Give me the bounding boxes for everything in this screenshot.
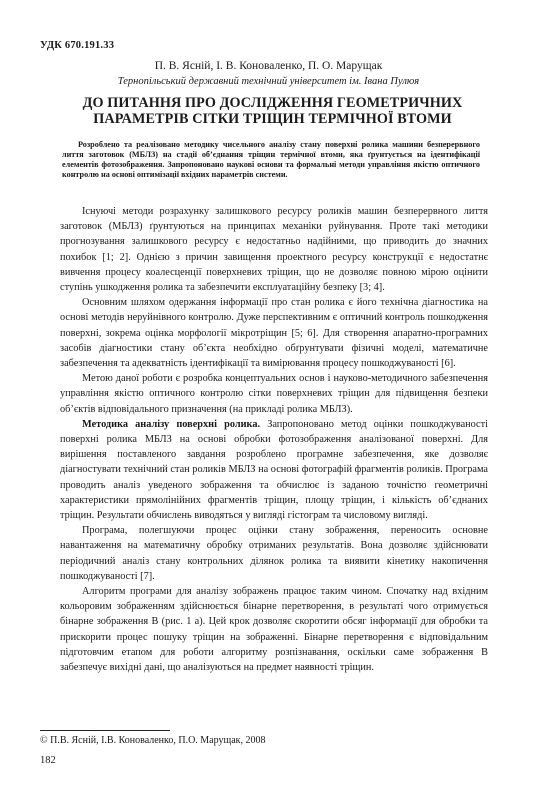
paper-title: ДО ПИТАННЯ ПРО ДОСЛІДЖЕННЯ ГЕОМЕТРИЧНИХ ПАРАМЕТРІВ СІТКИ ТРІЩИН ТЕРМІЧНОЇ ВТОМИ (82, 95, 463, 127)
paragraph-3: Метою даної роботи є розробка концептуальних основ і науково-методичного забезпечення управління якістю оптичного контролю сітки поверхневих тріщин для підвищення безпеки об’єктів відповідального призначення (на прикладі ролика МБЛЗ). (60, 373, 488, 415)
paragraph-2: Основним шляхом одержання інформації про стан ролика є його технічна діагностика на основі методів неруйнівного контролю. Дуже перспективним є оптичний контроль пошкодження поверхні, зокрема оцінка морфології мікротріщин [5; 6]. Для створення апаратно-програмних засобів діагностики стану об’єкта необхідно обґрунтувати фізичні моделі, математичне забезпечення та адекватність ідентифікації та вимірювання процесу пошкоджуваності [6]. (60, 297, 488, 370)
section-heading: Методика аналізу поверхні ролика. (82, 418, 261, 430)
paragraph-6: Алгоритм програми для аналізу зображень працює таким чином. Спочатку над вхідним кольоровим зображенням здійснюється бінарне перетворення, в результаті чого отримується бінарне зображення B (рис. 1 а). Цей крок дозволяє скоротити обсяг інформації для обробки та прискорити процес пошуку тріщин на зображенні. Бінарне перетворення є відповідальним підготовчим етапом для роботи алгоритму розпізнавання, оскільки саме зображення B забезпечує вихідні дані, що аналізуються на предмет наявності тріщин. (60, 586, 488, 674)
udk-code: УДК 670.191.33 (40, 40, 115, 51)
body-text (60, 204, 488, 675)
footnote-divider (40, 730, 170, 731)
authors: П. В. Ясній, І. В. Коноваленко, П. О. Марущак (154, 60, 383, 72)
abstract: Розроблено та реалізовано методику чисельного аналізу стану поверхні ролика машини безперервного лиття заготовок (МБЛЗ) на стадії об’єднання тріщин термічної втоми, яка ґрунтується на ідентифікації елементів фотозображення. Запропоновано наукові основи та формальні методи управління якістю оптичного контролю на основі оптимізації вхідних параметрів системи. (62, 140, 480, 179)
paragraph-4 (60, 417, 488, 523)
affiliation: Тернопільський державний технічний університет ім. Івана Пулюя (117, 76, 420, 87)
paragraph-1: Існуючі методи розрахунку залишкового ресурсу роликів машин безперервного лиття заготовок (МБЛЗ) ґрунтуються на принципах механіки руйнування. Проте такі методики прогнозування залишкового ресурсу є недостатньо надійними, що приводить до значних похибок [1; 2]. Однією з причин завищення проектного ресурсу конструкції є недостатнє вивчення процесу коалесценції поверхневих тріщин, що не дозволяє повною мірою оцінити ступінь ушкодження ролика та забезпечити експлуатаційну безпеку [3; 4]. (60, 206, 488, 294)
paragraph-5: Програма, полегшуючи процес оцінки стану зображення, переносить основне навантаження на математичну обробку отриманих результатів. Вона дозволяє здійснювати періодичний аналіз стану контрольних ділянок ролика та виявити кінетику накопичення пошкоджуваності [7]. (60, 525, 488, 582)
page-number: 182 (40, 755, 56, 766)
paragraph-4-text: Запропоновано метод оцінки пошкоджуваності поверхні ролика МБЛЗ на основі обробки фотозображення аналізованої поверхні. Для вирішення поставленого завдання розроблено програмне забезпечення, яке дозволяє діагностувати технічний стан роликів МБЛЗ на основі фотографій фрагментів роликів. Програма проводить аналіз уведеного зображення та обчислює із заданою точністю геометричні характеристики прямолінійних фрагментів тріщин, площу тріщин, і кількість об’єднаних тріщин. Результати обчислень виводяться у вигляді гістограм та числовому вигляді. (60, 418, 488, 522)
copyright-note: © П.В. Ясній, І.В. Коноваленко, П.О. Марущак, 2008 (40, 735, 266, 746)
